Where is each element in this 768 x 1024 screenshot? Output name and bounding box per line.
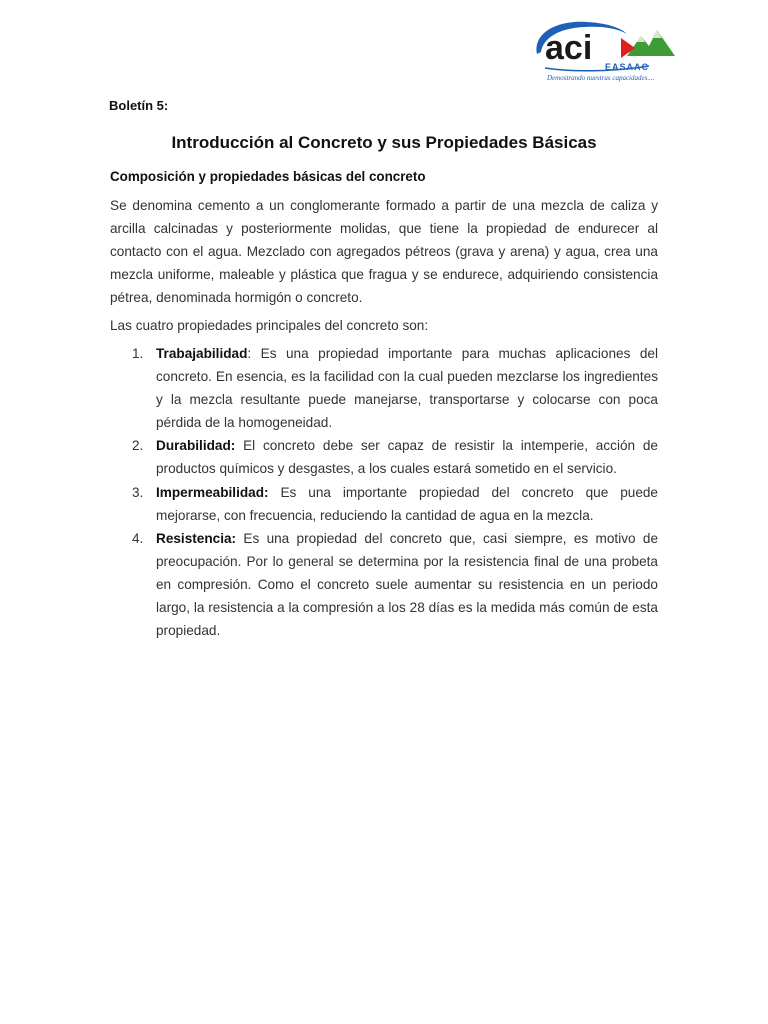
aci-logo-graphic: [531, 18, 677, 84]
company-logo: [531, 18, 677, 84]
properties-intro: Las cuatro propiedades principales del concreto son:: [110, 318, 429, 333]
list-number: 3.: [132, 484, 144, 500]
property-term: Durabilidad:: [156, 438, 236, 454]
property-description: Es una propiedad del concreto que, casi siempre, es motivo de preocupación. Por lo general se determina por la resistencia final de una probeta en compresión. Como el concreto suele aumentar su resistencia en un periodo largo, la resistencia a la compresión a los 28 días es la medida más común de esta propiedad.: [156, 530, 658, 639]
property-description: : Es una propiedad importante para muchas aplicaciones del concreto. En esencia, es la facilidad con la cual pueden mezclarse los ingredientes y la mezcla resultante puede manejarse, transportarse y colocarse con poca pérdida de la homogeneidad.: [156, 346, 658, 431]
property-term: Trabajabilidad: [156, 346, 248, 361]
property-description: Es una importante propiedad del concreto que puede mejorarse, con frecuencia, reduciendo la cantidad de agua en la mezcla.: [156, 484, 658, 523]
svg-text:EASAAC: EASAAC: [605, 62, 650, 72]
svg-text:Demostrando nuestras capacidad: Demostrando nuestras capacidades....: [547, 74, 655, 82]
svg-text:aci: aci: [545, 29, 593, 67]
property-item-impermeability: [110, 481, 658, 527]
property-item-strength: [110, 527, 658, 642]
document-title: Introducción al Concreto y sus Propiedades Básicas: [171, 133, 597, 152]
property-item-durability: [110, 434, 658, 480]
property-description: El concreto debe ser capaz de resistir la intemperie, acción de productos químicos y desgastes, a los cuales estará sometido en el servicio.: [156, 438, 658, 477]
property-term: Impermeabilidad:: [156, 484, 269, 500]
section-subtitle: Composición y propiedades básicas del concreto: [110, 169, 426, 184]
properties-list: [110, 342, 658, 642]
list-number: 4.: [132, 530, 144, 546]
bulletin-number: Boletín 5:: [109, 98, 169, 113]
intro-paragraph: Se denomina cemento a un conglomerante formado a partir de una mezcla de caliza y arcilla calcinadas y posteriormente molidas, que tiene la propiedad de endurecer al contacto con el agua. Mezclado con agregados pétreos (grava y arena) y agua, crea una mezcla uniforme, maleable y plástica que fragua y se endurece, adquiriendo consistencia pétrea, denominada hormigón o concreto.: [110, 198, 658, 306]
list-number: 1.: [132, 346, 144, 361]
list-number: 2.: [132, 438, 144, 454]
property-term: Resistencia:: [156, 530, 237, 546]
property-item-workability: [110, 342, 658, 434]
